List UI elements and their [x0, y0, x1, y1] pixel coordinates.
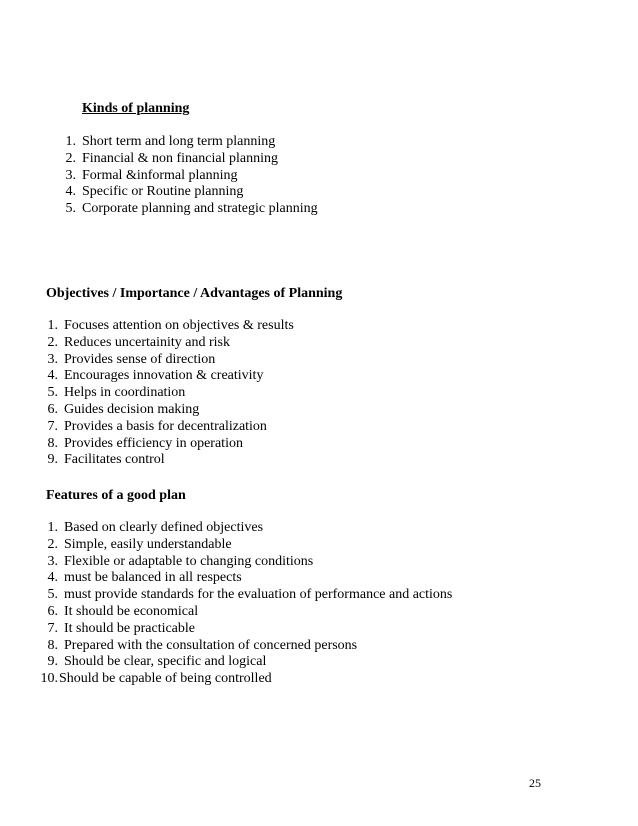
objectives-heading: Objectives / Importance / Advantages of Planning: [46, 286, 343, 301]
list-item-text: Focuses attention on objectives & results: [64, 318, 294, 333]
list-item-number: 7.: [47, 418, 58, 434]
list-item: [40, 554, 452, 571]
list-item: [40, 570, 452, 587]
kinds-of-planning-heading: Kinds of planning: [82, 101, 190, 116]
list-item: [40, 587, 452, 604]
list-item-text: Prepared with the consultation of concerned persons: [64, 637, 358, 653]
list-item: [40, 654, 452, 671]
list-item: [40, 335, 294, 352]
list-item-number: 3.: [47, 351, 58, 367]
list-item-text: Short term and long term planning: [82, 134, 276, 149]
list-item-number: 1.: [47, 520, 58, 535]
list-item-number: 8.: [47, 637, 58, 653]
list-item-number: 1.: [65, 134, 76, 149]
list-item-number: 6.: [47, 603, 58, 619]
list-item-number: 4.: [47, 368, 58, 384]
list-item-number: 1.: [47, 318, 58, 333]
list-item: [40, 621, 452, 638]
list-item: [40, 352, 294, 369]
list-item-number: 3.: [47, 553, 58, 569]
features-list: [40, 520, 452, 688]
list-item-text: Provides efficiency in operation: [64, 435, 243, 451]
list-item: [58, 168, 318, 185]
list-item-number: 9.: [47, 654, 58, 670]
list-item-number: 4.: [65, 184, 76, 200]
list-item-number: 2.: [47, 334, 58, 350]
list-item-number: 5.: [47, 587, 58, 603]
list-item-number: 8.: [47, 435, 58, 451]
list-item: [58, 201, 318, 218]
list-item-number: 3.: [65, 167, 76, 183]
list-item-number: 7.: [47, 620, 58, 636]
list-item: [40, 368, 294, 385]
list-item: [40, 436, 294, 453]
list-item-text: Flexible or adaptable to changing conditions: [64, 553, 314, 569]
list-item-text: Encourages innovation & creativity: [64, 368, 264, 384]
list-item-number: 5.: [65, 201, 76, 217]
list-item: [58, 184, 318, 201]
list-item: [40, 537, 452, 554]
list-item: [40, 604, 452, 621]
list-item-text: Based on clearly defined objectives: [64, 520, 264, 535]
list-item-text: Simple, easily understandable: [64, 536, 232, 552]
features-heading: Features of a good plan: [46, 488, 186, 503]
list-item: [40, 402, 294, 419]
list-item: [40, 452, 294, 469]
list-item-text: It should be economical: [64, 603, 199, 619]
list-item: [58, 151, 318, 168]
list-item: [40, 638, 452, 655]
objectives-list: [40, 318, 294, 469]
list-item-text: Provides a basis for decentralization: [64, 418, 267, 434]
list-item-text: must be balanced in all respects: [64, 570, 242, 586]
list-item-text: Reduces uncertainity and risk: [64, 334, 231, 350]
kinds-of-planning-list: [58, 134, 318, 218]
list-item: [40, 318, 294, 335]
list-item: [40, 671, 452, 688]
list-item-number: 9.: [47, 452, 58, 468]
list-item: [40, 520, 452, 537]
list-item-text: Guides decision making: [64, 401, 200, 417]
list-item: [40, 419, 294, 436]
list-item-text: It should be practicable: [64, 620, 196, 636]
list-item: [58, 134, 318, 151]
list-item-number: 5.: [47, 385, 58, 401]
list-item-text: Should be capable of being controlled: [59, 671, 272, 687]
list-item-number: 2.: [65, 150, 76, 166]
list-item-text: Helps in coordination: [64, 385, 186, 401]
list-item-text: Provides sense of direction: [64, 351, 216, 367]
list-item-text: Specific or Routine planning: [82, 184, 244, 200]
list-item-number: 2.: [47, 536, 58, 552]
list-item-text: Should be clear, specific and logical: [64, 654, 267, 670]
list-item-text: Financial & non financial planning: [82, 150, 278, 166]
list-item-text: Corporate planning and strategic planning: [82, 201, 318, 217]
list-item: [40, 385, 294, 402]
list-item-number: 4.: [47, 570, 58, 586]
list-item-text: Formal &informal planning: [82, 167, 238, 183]
list-item-number: 10.: [40, 671, 58, 687]
list-item-text: Facilitates control: [64, 452, 165, 468]
list-item-text: must provide standards for the evaluation of performance and actions: [64, 587, 453, 603]
page-number: 25: [529, 776, 541, 790]
list-item-number: 6.: [47, 401, 58, 417]
